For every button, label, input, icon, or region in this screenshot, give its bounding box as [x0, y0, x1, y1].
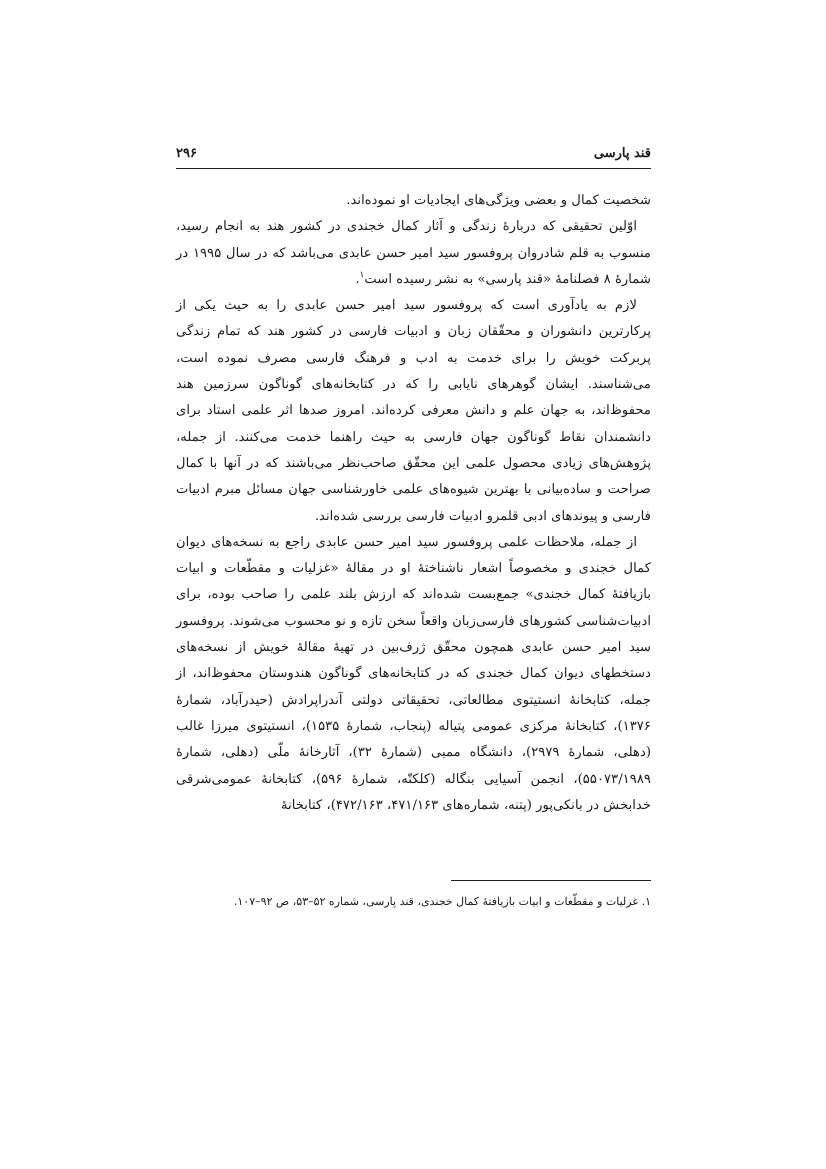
paragraph: اوّلین تحقیقی که دربارهٔ زندگی و آثار کمال خجندی در کشور هند به انجام رسید، منسوب به قلم شادروان پروفسور سید امیر حسن عابدی می‌باشد که در سال ۱۹۹۵ در شمارهٔ ۸ فصلنامهٔ «قند پارسی» به نشر رسیده است$^۱$.: [176, 219, 651, 287]
header-rule: [176, 168, 651, 169]
paragraph: [176, 293, 651, 530]
paragraph: [176, 530, 651, 819]
footnote-rule: [451, 880, 651, 881]
paragraph-text: از جمله، ملاحظات علمی پروفسور سید امیر حسن عابدی راجع به نسخه‌های دیوان کمال خجندی و مخصوصاً اشعار ناشناختهٔ او در مقالهٔ «غزلیات و مقطّعات و ابیات بازیافتهٔ کمال خجندی» جمع‌بست شده‌اند که ارزش بلند علمی را صاحب بوده، برای ادبیات‌شناسی کشورهای فارسی‌زبان واقعاً سخن تازه و نو محسوب می‌شوند. پروفسور سید امیر حسن عابدی همچون محقّق ژرف‌بین در تهیهٔ مقالهٔ خویش از نسخه‌های دستخطهای دیوان کمال خجندی که در کتابخانه‌های گوناگون هندوستان محفوظ‌اند، از جمله، کتابخانهٔ انستیتوی مطالعاتی، تحقیقاتی دولتی آندراپرادش (حیدرآباد، شمارهٔ ۱۳۷۶)، کتابخانهٔ مرکزی عمومی پتیاله (پنجاب، شمارهٔ ۱۵۳۵)، انستیتوی میرزا غالب (دهلی، شمارهٔ ۲۹۷۹)، دانشگاه ممبی (شمارهٔ ۳۲)، آثارخانهٔ ملّی (دهلی، شمارهٔ ۵۵۰۷۳/۱۹۸۹)، انجمن آسیایی بنگاله (کلکتّه، شمارهٔ ۵۹۶)، کتابخانهٔ عمومی‌شرقی خدابخش در بانکی‌پور (پتنه، شماره‌های ۴۷۱/۱۶۳، ۴۷۲/۱۶۳)، کتابخانهٔ: [176, 534, 651, 813]
paragraph-text: شخصیت کمال و بعضی ویژگی‌های ایجادیات او نموده‌اند.: [346, 193, 651, 208]
paragraph-text: لازم به یادآوری است که پروفسور سید امیر حسن عابدی را به حیث یکی از پرکارترین دانشوران و محقّقان زبان و ادبیات فارسی در کشور هند که تمام زندگی پربرکت خویش را برای خدمت به ادب و فرهنگ فارسی مصرف نموده است، می‌شناسند. ایشان گوهرهای نایابی را که در کتابخانه‌های گوناگون سرزمین هند محفوظ‌اند، به جهان علم و دانش معرفی کرده‌اند. امروز صدها اثر علمی استاد برای دانشمندان نقاط گوناگون جهان فارسی به حیث راهنما خدمت می‌کنند. از جمله، پژوهش‌های زیادی محصول علمی این محقّق صاحب‌نظر می‌باشند که در آنها با کمال صراحت و ساده‌بیانی با بهترین شیوه‌های علمی خاورشناسی جهان مسائل مبرم ادبیات فارسی و پیوندهای ادبی قلمرو ادبیات فارسی بررسی شده‌اند.: [176, 298, 651, 524]
footnote-text: ۱. غزلیات و مقطّعات و ابیات بازیافتهٔ کمال خجندی، قند پارسی، شماره ۵۲–۵۳، ص ۹۲–۱۰۷.: [233, 895, 651, 908]
paragraph-text: اوّلین تحقیقی که دربارهٔ زندگی و آثار کمال خجندی در کشور هند به انجام رسید، منسوب به قلم شادروان پروفسور سید امیر حسن عابدی می‌باشد که در سال ۱۹۹۵ در شمارهٔ ۸ فصلنامهٔ «قند پارسی» به نشر رسیده است: [176, 219, 651, 287]
footnote-marker: ۱: [359, 270, 365, 281]
footnote: [176, 893, 651, 911]
journal-title: قند پارسی: [593, 146, 651, 161]
page-number: ۲۹۶: [176, 146, 197, 161]
running-header: [176, 146, 651, 166]
paragraph: [176, 188, 651, 214]
body-text: [176, 188, 651, 819]
